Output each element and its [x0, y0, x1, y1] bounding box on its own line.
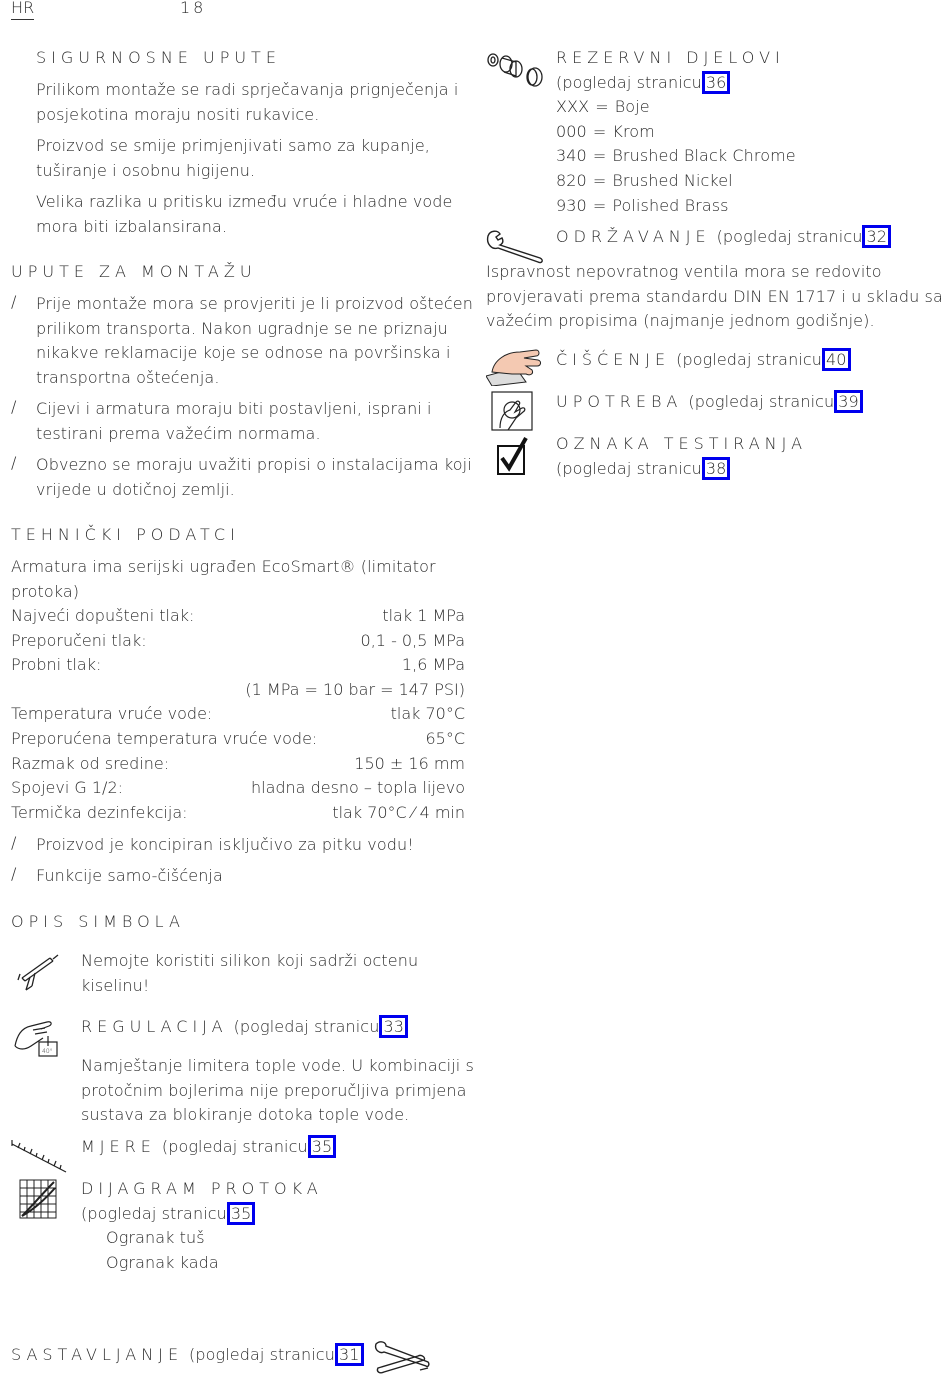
text-line: Nemojte koristiti silikon koji sadrži octenu: [81, 951, 419, 970]
text-line: Ispravnost nepovratnog ventila mora se redovito: [486, 262, 882, 281]
bullet-slash: /: [11, 864, 17, 883]
text-line: vrijede u dotičnoj zemlji.: [36, 479, 235, 499]
tech-value: (1 MPa = 10 bar = 147 PSI): [245, 679, 465, 699]
text-line: tuširanje i osobnu higijenu.: [36, 160, 256, 180]
flow-title: DIJAGRAM PROTOKA: [81, 1179, 323, 1198]
flow-diagram-icon: [18, 1178, 58, 1220]
color-name: Krom: [612, 121, 655, 141]
page-ref-text: (pogledaj stranicu: [189, 1345, 335, 1364]
color-row: [556, 194, 796, 219]
mounting-bullet-3: [36, 453, 472, 502]
page-ref-text: (pogledaj stranicu: [676, 350, 823, 369]
text-line: važećim propisima (najmanje jednom godišnje).: [486, 311, 875, 331]
flow-ref: [81, 1202, 323, 1227]
page-link-32[interactable]: 32: [862, 225, 891, 248]
page-ref-text: (pogledaj stranicu: [161, 1137, 308, 1156]
page-link-35[interactable]: 35: [308, 1135, 337, 1158]
text-line: Prije montaže mora se provjeriti je li proizvod oštećen: [36, 294, 473, 313]
testmark-title: OZNAKA TESTIRANJA: [556, 434, 808, 453]
color-row: [556, 120, 796, 145]
bullet-slash: /: [11, 292, 17, 311]
regulation-hand-icon: [13, 1016, 61, 1058]
maintenance-text: [486, 260, 943, 334]
tech-value: 0,1 - 0,5 MPa: [360, 630, 465, 650]
color-code: 340: [556, 146, 587, 166]
page-link-33[interactable]: 33: [379, 1015, 408, 1038]
spare-ref: [556, 71, 796, 96]
color-code: 820: [556, 170, 587, 190]
page-ref-text: (pogledaj stranicu: [81, 1203, 227, 1223]
page-number: 18: [180, 0, 207, 17]
flow-heading: [81, 1177, 323, 1226]
tech-label: Temperatura vruće vode:: [11, 704, 213, 724]
color-code: XXX: [556, 97, 590, 117]
tech-intro: [11, 555, 436, 604]
flow-item-bath: Ogranak kada: [106, 1252, 219, 1272]
text-line: Proizvod se smije primjenjivati samo za kupanje,: [36, 136, 430, 155]
text-line: Armatura ima serijski ugrađen EcoSmart® (limitator: [11, 557, 436, 576]
page-link-40[interactable]: 40: [822, 348, 851, 371]
text-line: Namještanje limitera tople vode. U kombinaciji s: [81, 1056, 474, 1075]
silicone-warning: [81, 949, 418, 998]
tech-value: 150 ± 16 mm: [354, 753, 465, 773]
tech-bullet-2: Funkcije samo-čišćenja: [36, 866, 223, 885]
tech-value: tlak 1 MPa: [382, 606, 465, 625]
page-ref-text: (pogledaj stranicu: [688, 392, 835, 411]
tech-row: [11, 629, 465, 654]
tech-label: Preporućena temperatura vruće vode:: [11, 728, 318, 748]
equals: =: [592, 146, 607, 166]
assembly-heading: [11, 1343, 364, 1368]
tech-table: [11, 604, 465, 825]
equals: =: [592, 121, 607, 141]
color-row: [556, 169, 796, 194]
page-ref-text: (pogledaj stranicu: [233, 1017, 380, 1036]
safety-title: SIGURNOSNE UPUTE: [36, 48, 281, 67]
text-line: sustava za blokiranje dotoka tople vode.: [81, 1105, 410, 1125]
page-link-36[interactable]: 36: [702, 71, 731, 94]
page-ref-text: (pogledaj stranicu: [556, 458, 702, 478]
text-line: protoka): [11, 581, 80, 601]
measures-title: MJERE: [81, 1137, 156, 1156]
tech-value: 1,6 MPa: [401, 655, 465, 675]
bullet-slash: /: [11, 397, 17, 416]
maintenance-title: ODRŽAVANJE: [556, 227, 711, 246]
testmark-ref: [556, 457, 807, 482]
tech-label: Najveći dopušteni tlak:: [11, 606, 195, 625]
tech-title: TEHNIČKI PODATCI: [11, 525, 240, 544]
mounting-bullet-1: [36, 292, 473, 390]
text-line: Prilikom montaže se radi sprječavanja prignječenja i: [36, 80, 459, 99]
tech-row: [11, 776, 465, 801]
color-name: Brushed Black Chrome: [612, 146, 796, 166]
text-line: provjeravati prema standardu DIN EN 1717 i u skladu sa: [486, 286, 943, 306]
cleaning-title: ČIŠĆENJE: [556, 350, 671, 369]
text-line: Obvezno se moraju uvažiti propisi o instalacijama koji: [36, 455, 472, 474]
language-code: HR: [11, 0, 34, 20]
spare-parts-section: [556, 46, 796, 218]
equals: =: [595, 97, 609, 117]
color-name: Boje: [614, 97, 650, 117]
text-line: kiselinu!: [81, 975, 150, 995]
tech-value: hladna desno – topla lijevo: [250, 778, 465, 798]
tech-bullet-1: Proizvod je koncipiran isključivo za pitku vodu!: [36, 835, 414, 854]
color-name: Brushed Nickel: [612, 170, 733, 190]
flow-item-shower: Ogranak tuš: [106, 1228, 205, 1247]
tools-icon: [372, 1338, 432, 1376]
checkbox-check-icon: [496, 436, 530, 476]
color-row: [556, 144, 796, 169]
tech-value: tlak 70°C: [390, 704, 465, 724]
silicone-gun-icon: [16, 950, 60, 992]
color-code: 000: [556, 121, 587, 141]
spare-title: REZERVNI DJELOVI: [556, 48, 785, 67]
tech-label: Preporučeni tlak:: [11, 630, 147, 650]
safety-paragraph-1: [36, 78, 458, 127]
tech-row: [11, 653, 465, 678]
text-line: mora biti izbalansirana.: [36, 216, 228, 236]
tech-label: Termička dezinfekcija:: [11, 802, 188, 822]
tech-row: [11, 702, 465, 727]
regulation-title: REGULACIJA: [81, 1017, 228, 1036]
tech-row: [11, 801, 465, 826]
tech-value: tlak 70°C ⁄ 4 min: [332, 802, 465, 822]
maintenance-heading: [556, 225, 891, 250]
page-link-35[interactable]: 35: [227, 1202, 256, 1225]
bullet-slash: /: [11, 833, 17, 852]
text-line: Cijevi i armatura moraju biti postavljeni, isprani i: [36, 399, 432, 418]
page-ref-text: (pogledaj stranicu: [716, 227, 863, 246]
regulation-heading: [81, 1015, 408, 1040]
cleaning-hand-icon: [486, 346, 544, 386]
usage-hand-icon: [490, 388, 538, 432]
text-line: transportna oštećenja.: [36, 367, 220, 387]
tech-row: [11, 604, 465, 629]
tech-row: [11, 678, 465, 703]
usage-title: UPOTREBA: [556, 392, 683, 411]
wrench-icon: [486, 228, 546, 264]
symbols-title: OPIS SIMBOLA: [11, 912, 185, 931]
text-line: prilikom transporta. Nakon ugradnje se ne priznaju: [36, 318, 448, 338]
testmark-section: [556, 432, 807, 481]
tech-label: Spojevi G 1/2:: [11, 778, 124, 798]
color-code: 930: [556, 195, 587, 215]
flow-items: [106, 1226, 219, 1275]
equals: =: [592, 170, 607, 190]
regulation-text: [81, 1054, 474, 1128]
color-name: Polished Brass: [612, 195, 729, 215]
page-ref-text: (pogledaj stranicu: [556, 72, 702, 92]
text-line: nikakve reklamacije koje se odnose na površinska i: [36, 343, 451, 363]
page-link-39[interactable]: 39: [834, 390, 863, 413]
mounting-title: UPUTE ZA MONTAŽU: [11, 262, 257, 281]
tech-value: 65°C: [425, 728, 465, 748]
page-link-31[interactable]: 31: [335, 1343, 364, 1366]
usage-heading: [556, 390, 863, 415]
text-line: Velika razlika u pritisku između vruće i hladne vode: [36, 192, 453, 211]
assembly-title: SASTAVLJANJE: [11, 1345, 184, 1364]
page-link-38[interactable]: 38: [702, 457, 731, 480]
bullet-slash: /: [11, 453, 17, 472]
safety-paragraph-2: [36, 134, 430, 183]
svg-text:40°: 40°: [42, 1048, 53, 1055]
cleaning-heading: [556, 348, 851, 373]
tech-label: Razmak od sredine:: [11, 753, 170, 773]
measures-heading: [81, 1135, 336, 1160]
text-line: testirani prema važećim normama.: [36, 423, 321, 443]
text-line: protočnim bojlerima nije preporučljiva primjena: [81, 1080, 467, 1100]
tech-row: [11, 727, 465, 752]
text-line: posjekotina moraju nositi rukavice.: [36, 104, 320, 124]
color-row: [556, 95, 796, 120]
equals: =: [592, 195, 607, 215]
spare-parts-icon: [486, 50, 546, 88]
tech-row: [11, 752, 465, 777]
safety-paragraph-3: [36, 190, 453, 239]
ruler-icon: [10, 1136, 68, 1176]
mounting-bullet-2: [36, 397, 432, 446]
tech-label: Probni tlak:: [11, 655, 102, 675]
